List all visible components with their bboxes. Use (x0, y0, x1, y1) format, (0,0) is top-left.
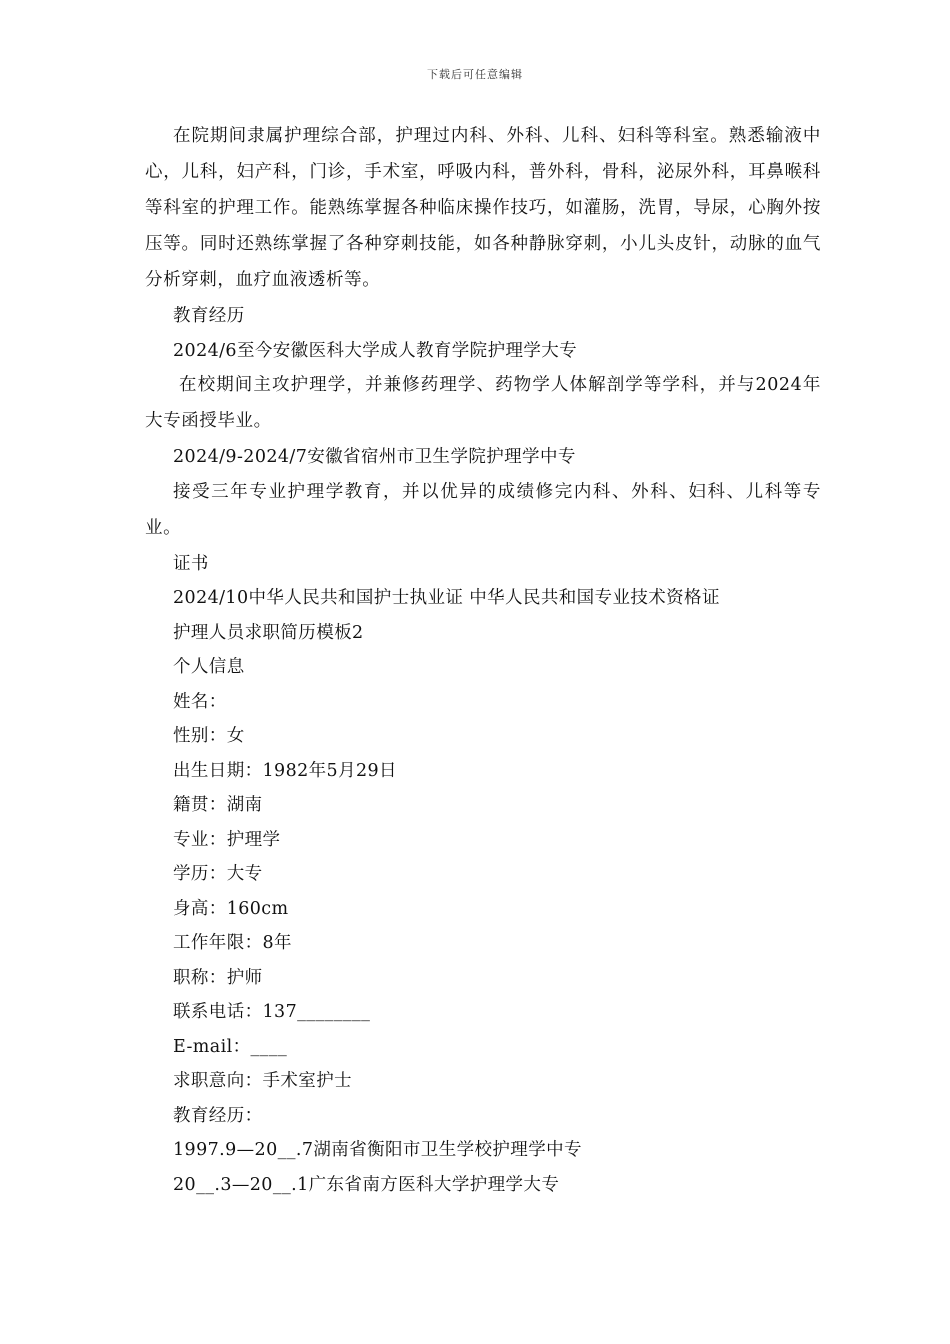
work-experience-paragraph: 在院期间隶属护理综合部，护理过内科、外科、儿科、妇科等科室。熟悉输液中心，儿科，妇产科，门诊，手术室，呼吸内科，普外科，骨科，泌尿外科，耳鼻喉科等科室的护理工作。能熟练掌握各种临床操作技巧，如灌肠，洗胃，导尿，心胸外按压等。同时还熟练掌握了各种穿刺技能，如各种静脉穿刺，小儿头皮针，动脉的血气分析穿刺，血疗血液透析等。 (145, 126, 821, 290)
personal-birth-date: 出生日期：1982年5月29日 (173, 760, 397, 781)
personal-origin: 籍贯：湖南 (173, 795, 263, 815)
personal-education-heading: 教育经历： (173, 1105, 263, 1126)
personal-name: 姓名： (173, 691, 227, 712)
personal-gender: 性别：女 (173, 726, 245, 746)
personal-education-entry-1: 1997.9—20__.7湖南省衡阳市卫生学校护理学中专 (173, 1140, 582, 1160)
personal-height: 身高：160cm (173, 898, 289, 919)
page-header: 下载后可任意编辑 (427, 68, 523, 81)
personal-degree: 学历：大专 (173, 864, 263, 884)
personal-email: E-mail：____ (173, 1036, 288, 1057)
certificate-entry: 2024/10中华人民共和国护士执业证 中华人民共和国专业技术资格证 (173, 588, 720, 608)
education-entry-2-description: 接受三年专业护理学教育，并以优异的成绩修完内科、外科、妇科、儿科等专业。 (145, 481, 821, 538)
education-entry-2: 2024/9-2024/7安徽省宿州市卫生学院护理学中专 (173, 447, 576, 467)
certificate-heading: 证书 (173, 553, 209, 574)
personal-job-objective: 求职意向：手术室护士 (173, 1071, 352, 1091)
education-entry-1-description: 在校期间主攻护理学，并兼修药理学、药物学人体解剖学等学科，并与2024年大专函授毕业。 (145, 375, 821, 431)
personal-job-title: 职称：护师 (173, 967, 263, 988)
education-heading: 教育经历 (173, 306, 245, 326)
template-title: 护理人员求职简历模板2 (173, 622, 364, 643)
education-entry-1: 2024/6至今安徽医科大学成人教育学院护理学大专 (173, 340, 578, 361)
personal-phone: 联系电话：137________ (173, 1002, 371, 1022)
personal-work-years: 工作年限：8年 (173, 933, 292, 953)
personal-info-heading: 个人信息 (173, 657, 245, 677)
personal-education-entry-2: 20__.3—20__.1广东省南方医科大学护理学大专 (173, 1174, 560, 1195)
personal-major: 专业：护理学 (173, 829, 281, 850)
document-body (145, 118, 821, 1201)
